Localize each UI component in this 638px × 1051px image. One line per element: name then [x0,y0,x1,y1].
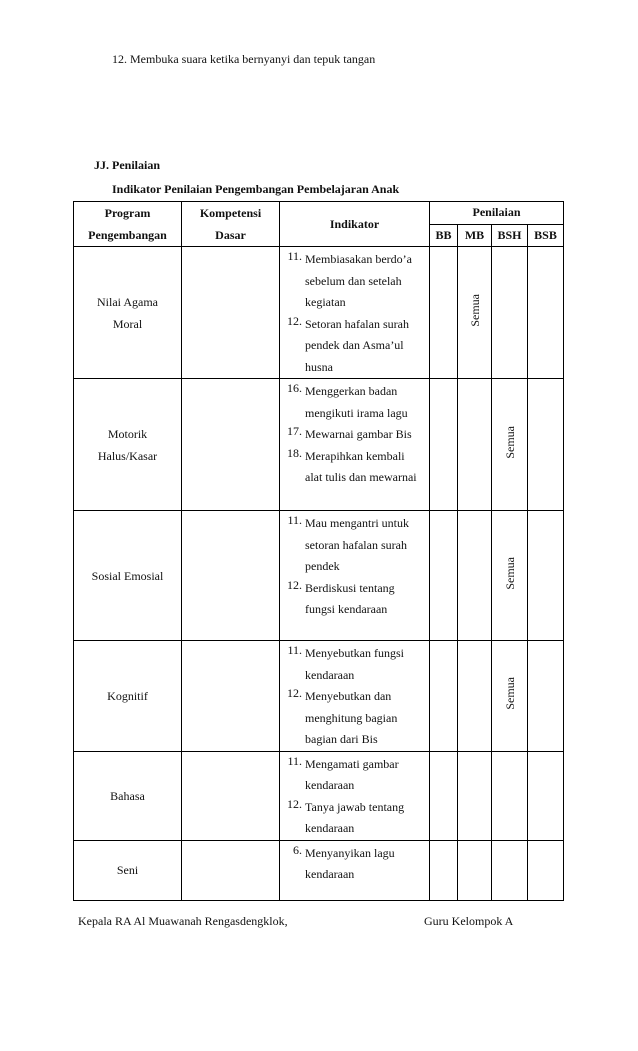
indicator-text: Berdiskusi tentang [305,580,395,595]
mark-cell-bb [430,247,458,379]
mark-label: Semua [502,677,517,711]
mark-cell-bb [430,511,458,641]
indicator-number: 18. [287,445,302,460]
indicator-text: kendaraan [305,821,355,835]
mark-cell-bsh [492,840,528,900]
mark-cell-mb [458,379,492,511]
indicator-item [280,754,427,797]
indicator-text: mengikuti irama lagu [305,405,408,420]
indicator-cell [280,840,430,900]
indicator-text: sebelum dan setelah [305,273,402,288]
indicator-item [280,686,427,751]
indicator-number: 16. [287,381,302,395]
indicator-item [280,643,427,686]
indicator-text: husna [305,359,333,374]
mark-cell-bsb [528,641,564,752]
program-cell [74,840,182,900]
program-cell [74,247,182,379]
indicator-item [280,797,427,840]
header-level-bsh: BSH [492,224,528,247]
intro-item-number: 12. [112,52,127,66]
section-heading: JJ. Penilaian [94,158,161,172]
indicator-number: 11. [287,643,302,657]
kompetensi-cell [182,641,280,752]
indicator-text: Mau mengantri untuk [305,516,409,530]
indicator-number: 11. [287,249,302,263]
program-label: Kognitif [107,688,148,703]
indicator-cell [280,379,430,511]
indicator-text: setoran hafalan surah [305,537,407,552]
indicator-item [280,249,427,314]
mark-cell-mb [458,247,492,379]
indicator-text: kegiatan [305,295,346,309]
indicator-text: kendaraan [305,867,355,881]
program-cell [74,641,182,752]
mark-cell-bb [430,641,458,752]
indicator-item [280,578,427,621]
header-level-bb: BB [430,224,458,247]
mark-cell-bsh [492,247,528,379]
mark-cell-mb [458,751,492,840]
indicator-text: fungsi kendaraan [305,602,388,616]
header-kompetensi: Kompetensi Dasar [182,202,280,247]
mark-cell-bb [430,379,458,511]
kompetensi-cell [182,379,280,511]
indicator-text: kendaraan [305,667,355,682]
indicator-number: 12. [287,796,302,811]
header-level-mb: MB [458,224,492,247]
program-label: Bahasa [110,788,145,803]
header-penilaian: Penilaian [430,202,564,225]
indicator-text: Merapihkan kembali [305,448,405,463]
mark-cell-bsh [492,511,528,641]
indicator-text: Menyebutkan dan [305,689,392,703]
indicator-text: Membiasakan berdo’a [305,252,412,266]
indicator-text: menghitung bagian [305,710,398,725]
indicator-text: Menggerkan badan [305,384,398,398]
program-cell [74,379,182,511]
mark-cell-mb [458,511,492,641]
footer-principal: Kepala RA Al Muawanah Rengasdengklok, [78,914,288,928]
program-cell [74,751,182,840]
indicator-number: 11. [287,753,302,768]
mark-cell-bsh [492,641,528,752]
footer-teacher: Guru Kelompok A [424,914,514,928]
indicator-text: Menyanyikan lagu [305,845,395,860]
indicator-item [280,381,427,424]
mark-cell-bb [430,840,458,900]
mark-cell-bsb [528,247,564,379]
kompetensi-cell [182,511,280,641]
intro-item [112,52,375,67]
kompetensi-cell [182,751,280,840]
indicator-item [280,843,427,886]
table-row [74,379,564,511]
assessment-table [73,201,564,901]
program-label: Seni [116,863,139,877]
indicator-text: Mewarnai gambar Bis [305,427,412,441]
program-label: Halus/Kasar [97,448,158,463]
indicator-text: bagian dari Bis [305,732,378,746]
indicator-text: Mengamati gambar [305,756,399,771]
program-label: Motorik [107,426,148,441]
table-row [74,247,564,379]
intro-item-text: Membuka suara ketika bernyanyi dan tepuk tangan [130,52,376,66]
indicator-number: 17. [287,424,302,438]
program-cell [74,511,182,641]
indicator-cell [280,751,430,840]
indicator-text: pendek [305,559,340,573]
mark-cell-bsb [528,379,564,511]
indicator-item [280,513,427,578]
indicator-text: alat tulis dan mewarnai [305,470,417,484]
mark-cell-bsh [492,751,528,840]
table-row [74,511,564,641]
indicator-number: 11. [287,513,302,527]
indicator-number: 6. [293,842,302,857]
indicator-item [280,446,427,489]
table-row [74,751,564,840]
mark-cell-bsb [528,511,564,641]
mark-cell-bsb [528,751,564,840]
mark-cell-bb [430,751,458,840]
table-row [74,840,564,900]
indicator-text: kendaraan [305,778,355,792]
table-title: Indikator Penilaian Pengembangan Pembelajaran Anak [112,182,400,196]
mark-label: Semua [502,557,517,590]
mark-cell-mb [458,641,492,752]
indicator-item [280,424,427,446]
indicator-cell [280,247,430,379]
mark-cell-bsh [492,379,528,511]
program-label: Nilai Agama [97,294,158,309]
header-program: Program Pengembangan [74,202,182,247]
indicator-cell [280,641,430,752]
indicator-text: Tanya jawab tentang [305,799,405,814]
table-row [74,641,564,752]
mark-label: Semua [502,426,517,459]
kompetensi-cell [182,247,280,379]
indicator-number: 12. [287,686,302,700]
indicator-number: 12. [287,313,302,328]
indicator-text: Setoran hafalan surah [305,316,409,331]
header-indikator: Indikator [280,202,430,247]
indicator-text: pendek dan Asma’ul [305,338,404,352]
mark-cell-bsb [528,840,564,900]
program-label: Sosial Emosial [91,568,164,583]
indicator-cell [280,511,430,641]
mark-cell-mb [458,840,492,900]
program-label: Moral [112,316,143,331]
indicator-number: 12. [287,577,302,592]
indicator-text: Menyebutkan fungsi [305,646,404,660]
indicator-item [280,314,427,379]
header-level-bsb: BSB [528,224,564,247]
mark-label: Semua [467,294,482,327]
kompetensi-cell [182,840,280,900]
